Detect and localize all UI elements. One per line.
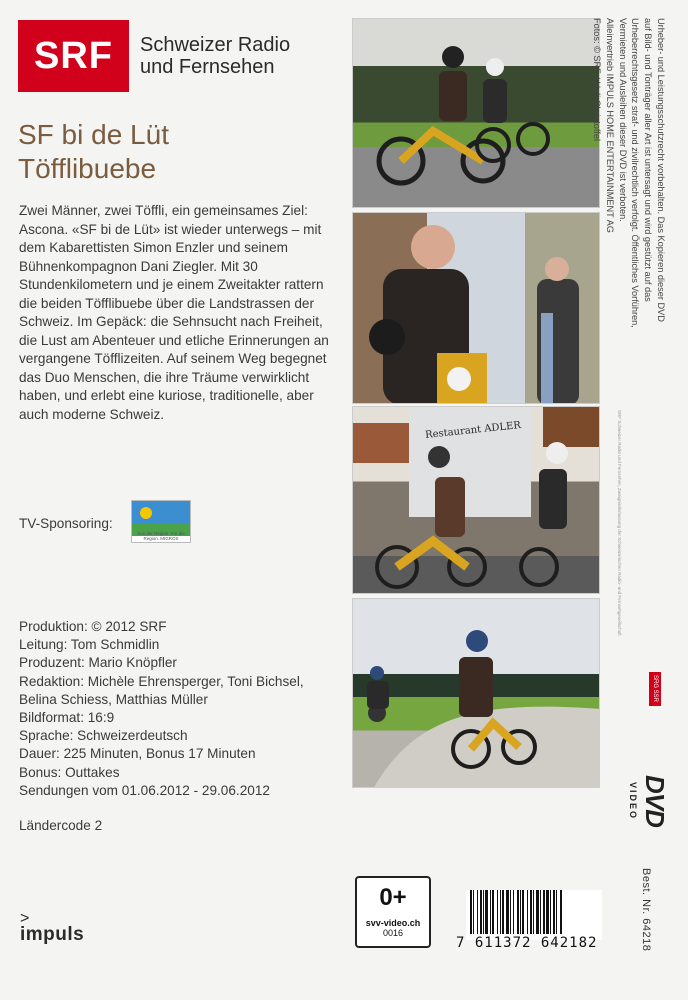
barcode-bar — [513, 890, 514, 934]
title-line2: Töfflibuebe — [18, 153, 157, 184]
credits-list — [19, 618, 304, 800]
legal-line: Urheber- und Leistungsschutzrecht vorbehalten. Das Kopieren dieser DVD — [656, 18, 666, 322]
age-rating-site: svv-video.ch — [365, 918, 421, 928]
photo-restaurant — [352, 406, 600, 594]
srf-logo-mark: SRF — [18, 20, 129, 92]
srf-logo-line1: Schweizer Radio — [140, 34, 291, 56]
barcode-bar — [522, 890, 524, 934]
barcode-bar — [502, 890, 504, 934]
barcode-bar — [510, 890, 511, 934]
barcode-bar — [480, 890, 482, 934]
legal-small-print: SRF Schweizer Radio und Fernsehen, Zweigniederlassung der Schweizerischen Radio- und Fernsehgesellschaft — [617, 410, 622, 636]
barcode-bar — [506, 890, 509, 934]
barcode-bar — [485, 890, 488, 934]
title-line1: SF bi de Lüt — [18, 119, 169, 150]
age-rating-code: 0016 — [382, 928, 404, 938]
credit-line: Sendungen vom 01.06.2012 - 29.06.2012 — [19, 782, 270, 798]
credit-line: Produzent: Mario Knöpfler — [19, 655, 177, 671]
barcode-bar — [497, 890, 498, 934]
legal-line: Fotos: © SRF / Ueli Christoffel — [592, 18, 603, 142]
page-title — [18, 118, 169, 186]
barcode-bar — [536, 890, 539, 934]
barcode-bar — [473, 890, 474, 934]
barcode-bar — [556, 890, 557, 934]
barcode-bar — [490, 890, 491, 934]
barcode-bar — [492, 890, 494, 934]
barcode-bar — [546, 890, 549, 934]
credit-line: Redaktion: Michèle Ehrensperger, Toni Bichsel, — [19, 673, 304, 689]
barcode-bar — [520, 890, 521, 934]
barcode-bar — [483, 890, 484, 934]
srf-logo — [18, 20, 290, 92]
sponsoring-label: TV-Sponsoring: — [19, 516, 113, 531]
credit-line: Leitung: Tom Schmidlin — [19, 637, 160, 653]
credit-line: Dauer: 225 Minuten, Bonus 17 Minuten — [19, 746, 256, 762]
legal-line: Vermieten und Ausleihen dieser DVD ist verboten. — [617, 18, 628, 222]
impuls-logo — [20, 910, 85, 946]
barcode-bars — [468, 890, 600, 934]
dvd-logo-text: DVD — [640, 775, 670, 827]
barcode-bar — [477, 890, 478, 934]
srf-logo-wordmark — [140, 34, 290, 78]
barcode-bar — [553, 890, 555, 934]
barcode-number: 7 611372 642182 — [456, 935, 598, 951]
photo-riders-standing — [352, 212, 600, 404]
srg-ssr-badge: SRG SSR — [649, 672, 661, 706]
restaurant-sign: Restaurant ADLER — [424, 420, 522, 441]
dvd-logo-sub: VIDEO — [628, 781, 638, 820]
age-rating-value: 0+ — [379, 884, 407, 911]
dvd-video-logo — [616, 770, 672, 832]
sponsor-logo-text: Aus der Region. Für die Region. MIGROS — [137, 531, 185, 541]
credit-line: Sprache: Schweizerdeutsch — [19, 728, 188, 744]
credit-line: Bildformat: 16:9 — [19, 710, 115, 726]
region-code: Ländercode 2 — [19, 818, 103, 833]
chevron-right-icon: > — [20, 910, 30, 927]
barcode-bar — [517, 890, 519, 934]
legal-line: auf Bild- und Tonträger aller Art ist untersagt und wird gestützt auf das — [643, 18, 654, 302]
credit-line: Bonus: Outtakes — [19, 764, 120, 780]
legal-line: Urheberrechtsgesetz straf- und zivilrechtlich verfolgt. Öffentliches Vorführen, — [630, 18, 641, 328]
barcode-bar — [500, 890, 501, 934]
sun-icon — [140, 507, 152, 519]
sponsor-logo — [131, 500, 191, 543]
impuls-wordmark: impuls — [20, 924, 85, 945]
barcode-bar — [470, 890, 472, 934]
barcode-bar — [527, 890, 528, 934]
barcode — [466, 890, 602, 940]
description: Zwei Männer, zwei Töffli, ein gemeinsames Ziel: Ascona. «SF bi de Lüt» ist wieder unterwegs – mit dem Kabarettisten Simon Enzler und seinem Bühnenkompagnon Dani Ziegler. Mit 30 Stundenkilometern und je einem Zweitakter rattern die beiden Töfflibuebe über die Landstrassen der Schweiz. Im Gepäck: die Sehnsucht nach Freiheit, die Lust am Abenteuer und etliche Erinnerungen an vergangene Töfflizeiten. Auf seinem Weg begegnet das Duo Menschen, die ihre Träume verwirklicht haben, und erlebt eine kuriose, traditionelle, aber auch moderne Schweiz. — [19, 203, 329, 422]
barcode-bar — [533, 890, 534, 934]
photo-riders-road — [352, 18, 600, 208]
article-number: Best. Nr. 64218 — [640, 868, 652, 952]
barcode-bar — [530, 890, 532, 934]
barcode-bar — [540, 890, 541, 934]
legal-line: Alleinvertrieb IMPULS HOME ENTERTAINMENT AG — [604, 18, 615, 233]
credit-line: Belina Schiess, Matthias Müller — [19, 691, 208, 707]
srf-logo-line2: und Fernsehen — [140, 56, 275, 78]
legal-notice — [592, 18, 667, 338]
barcode-bar — [543, 890, 545, 934]
age-rating-box — [355, 876, 431, 948]
credit-line: Produktion: © 2012 SRF — [19, 619, 167, 634]
photo-forest-road — [352, 598, 600, 788]
barcode-bar — [560, 890, 562, 934]
barcode-bar — [550, 890, 551, 934]
